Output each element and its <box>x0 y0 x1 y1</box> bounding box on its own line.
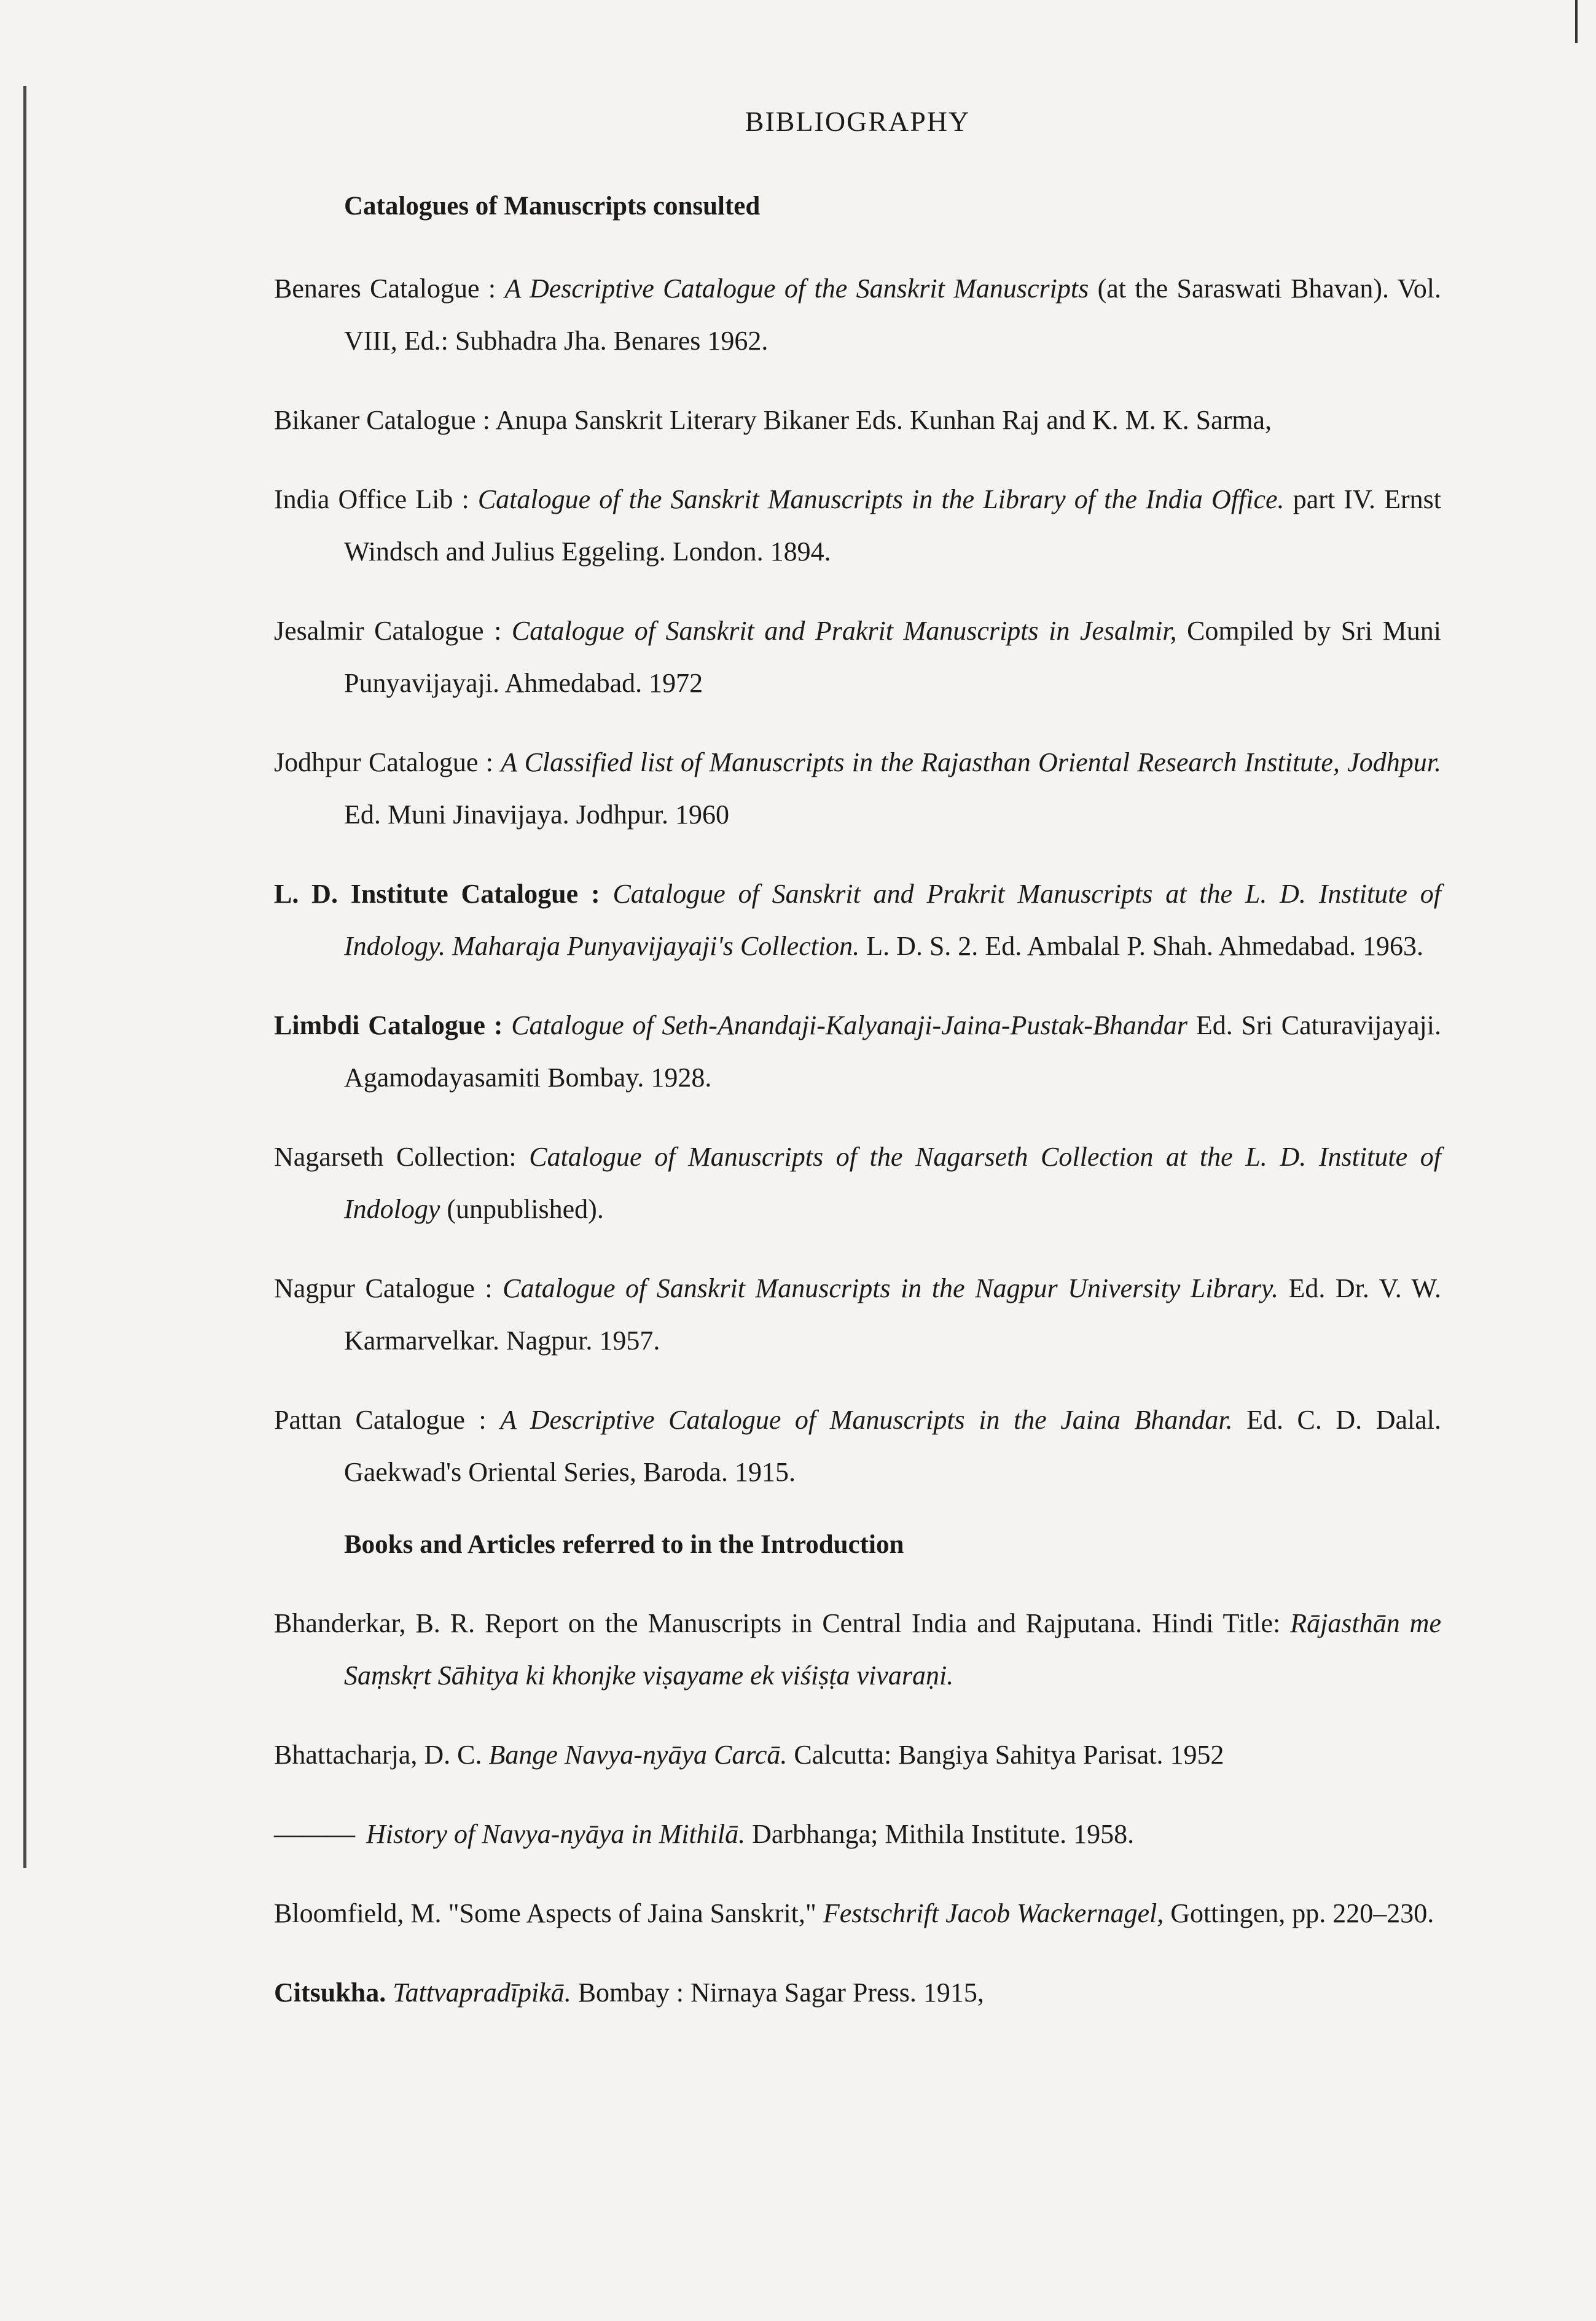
entry-title: Catalogue of Manuscripts of the Nagarseth Collection at the L. D. Institute of Indology <box>344 1141 1441 1224</box>
books-articles-list <box>274 1597 1441 2019</box>
scan-corner-mark <box>1575 0 1578 43</box>
bib-entry-benares <box>274 262 1441 367</box>
entry-name: Nagarseth Collection: <box>274 1141 530 1172</box>
bib-entry-ld-institute <box>274 868 1441 972</box>
entry-name: Nagpur Catalogue : <box>274 1273 503 1303</box>
entry-title: History of Navya-nyāya in Mithilā. <box>366 1819 746 1850</box>
entry-title: A Classified list of Manuscripts in the Rajasthan Oriental Research Institute, Jodhpur. <box>501 747 1441 777</box>
bib-entry-nagpur <box>274 1262 1441 1367</box>
entry-details: Calcutta: Bangiya Sahitya Parisat. 1952 <box>787 1740 1224 1770</box>
entry-name: Citsukha. <box>274 1977 393 2008</box>
section-heading-books-articles: Books and Articles referred to in the Introduction <box>344 1530 904 1559</box>
catalogue-list <box>274 262 1441 1498</box>
entry-details: Gottingen, pp. 220–230. <box>1164 1898 1434 1929</box>
entry-title: Catalogue of Sanskrit and Prakrit Manuscripts in Jesalmir, <box>511 615 1177 646</box>
entry-details: Ed. C. D. Dalal. Gaekwad's Oriental Series, Baroda. 1915. <box>344 1404 1441 1487</box>
page-binding-edge <box>23 86 26 1868</box>
bib-entry-citsukha <box>274 1966 1441 2019</box>
bib-entry-jesalmir <box>274 605 1441 709</box>
bibliography-page <box>274 104 1441 2036</box>
entry-name: Bhattacharja, D. C. <box>274 1740 489 1770</box>
bib-entry-bikaner <box>274 394 1441 446</box>
entry-name: India Office Lib : <box>274 484 478 514</box>
entry-details: Ed. Muni Jinavijaya. Jodhpur. 1960 <box>344 799 729 830</box>
entry-title: Catalogue of the Sanskrit Manuscripts in the Library of the India Office. <box>477 484 1285 514</box>
entry-name: Limbdi Catalogue : <box>274 1010 512 1040</box>
entry-dash: ——— <box>274 1819 355 1850</box>
entry-details: Compiled by Sri Muni Punyavijayaji. Ahmedabad. 1972 <box>344 615 1441 698</box>
bib-entry-bhattacharja <box>274 1729 1441 1781</box>
entry-name: Benares Catalogue : <box>274 273 505 304</box>
entry-details: Ed. Sri Caturavijayaji. Agamodayasamiti Bombay. 1928. <box>344 1010 1441 1093</box>
bib-entry-limbdi <box>274 999 1441 1104</box>
entry-pre: "Some Aspects of Jaina Sanskrit," <box>448 1898 823 1929</box>
entry-details: Bombay : Nirnaya Sagar Press. 1915, <box>571 1977 984 2008</box>
entry-details: Anupa Sanskrit Literary Bikaner Eds. Kunhan Raj and K. M. K. Sarma, <box>495 404 1272 435</box>
entry-title: Catalogue of Sanskrit and Prakrit Manuscripts at the L. D. Institute of Indology. Maharaja Punyavijayaji's Collection. <box>344 878 1442 961</box>
entry-details: (unpublished). <box>440 1193 604 1224</box>
entry-title: Catalogue of Seth-Anandaji-Kalyanaji-Jaina-Pustak-Bhandar <box>511 1010 1187 1040</box>
entry-name: Bhanderkar, B. R. <box>274 1608 485 1639</box>
entry-name: Bloomfield, M. <box>274 1898 448 1929</box>
entry-name: Jodhpur Catalogue : <box>274 747 501 777</box>
section-heading-catalogues: Catalogues of Manuscripts consulted <box>344 192 761 221</box>
bib-entry-india-office <box>274 473 1441 578</box>
entry-title: Tattvapradīpikā. <box>393 1977 571 2008</box>
entry-name: Jesalmir Catalogue : <box>274 615 512 646</box>
entry-name: L. D. Institute Catalogue : <box>274 878 613 909</box>
entry-title: Catalogue of Sanskrit Manuscripts in the Nagpur University Library. <box>503 1273 1278 1303</box>
entry-name: Bikaner Catalogue : <box>274 404 496 435</box>
entry-title: A Descriptive Catalogue of the Sanskrit Manuscripts <box>504 273 1089 304</box>
entry-title: Bange Navya-nyāya Carcā. <box>488 1740 788 1770</box>
bib-entry-jodhpur <box>274 736 1441 841</box>
entry-title: Rājasthān me Saṃskṛt Sāhitya ki khonjke viṣayame ek viśiṣṭa vivaraṇi. <box>344 1608 1441 1691</box>
bib-entry-pattan <box>274 1394 1441 1498</box>
entry-details: L. D. S. 2. Ed. Ambalal P. Shah. Ahmedabad. 1963. <box>859 930 1424 961</box>
entry-pre: Report on the Manuscripts in Central India and Rajputana. Hindi Title: <box>485 1608 1291 1639</box>
bib-entry-history-navya-nyaya <box>274 1808 1441 1860</box>
bib-entry-bloomfield <box>274 1887 1441 1939</box>
entry-details: Ed. Dr. V. W. Karmarvelkar. Nagpur. 1957. <box>344 1273 1441 1356</box>
bib-entry-bhanderkar <box>274 1597 1441 1702</box>
entry-details: (at the Saraswati Bhavan). Vol. VIII, Ed.: Subhadra Jha. Benares 1962. <box>344 273 1441 356</box>
entry-details: part IV. Ernst Windsch and Julius Eggeling. London. 1894. <box>344 484 1441 567</box>
entry-title: Festschrift Jacob Wackernagel, <box>823 1898 1164 1929</box>
entry-name: Pattan Catalogue : <box>274 1404 501 1435</box>
bib-entry-nagarseth <box>274 1131 1441 1235</box>
entry-title: A Descriptive Catalogue of Manuscripts in the Jaina Bhandar. <box>500 1404 1233 1435</box>
entry-details: Darbhanga; Mithila Institute. 1958. <box>745 1819 1135 1850</box>
page-title: BIBLIOGRAPHY <box>745 106 971 137</box>
